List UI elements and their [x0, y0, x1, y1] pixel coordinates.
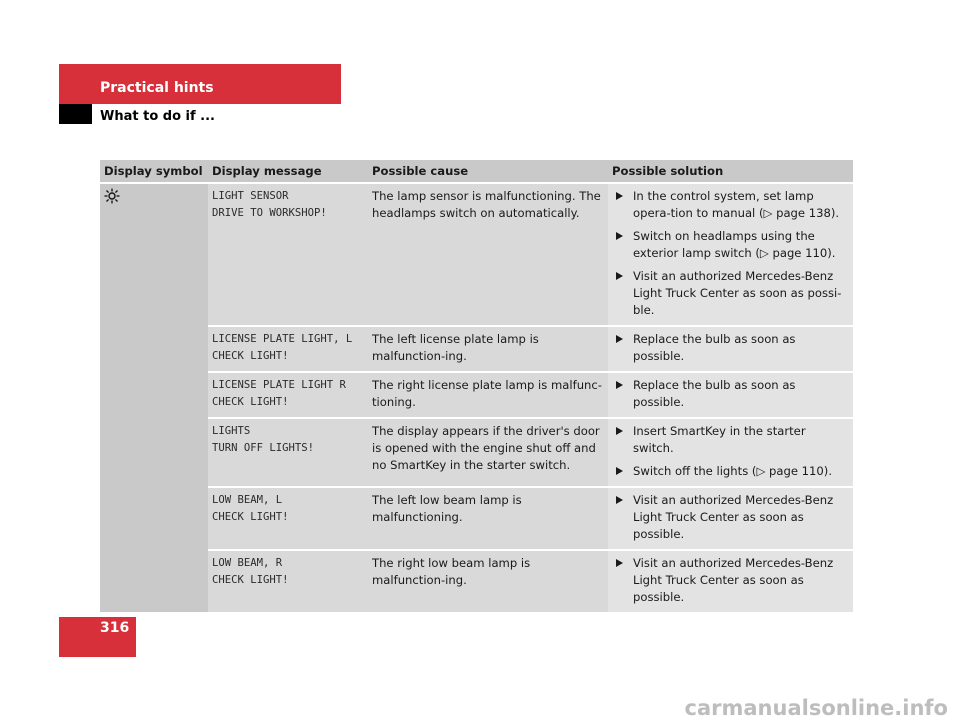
bullet-arrow-icon	[616, 272, 623, 280]
solution-item	[612, 555, 849, 606]
solution-text: In the control system, set lamp opera-tion to manual (▷ page 138).	[633, 189, 840, 220]
solution-text: Switch on headlamps using the exterior lamp switch (▷ page 110).	[633, 229, 836, 260]
solution-text: Visit an authorized Mercedes-Benz Light Truck Center as soon as possible.	[633, 493, 834, 541]
solution-item	[612, 331, 849, 365]
solution-item	[612, 268, 849, 319]
possible-cause: The right license plate lamp is malfunc-tioning.	[368, 373, 608, 417]
lamp-icon	[104, 188, 120, 204]
table-row	[208, 549, 853, 612]
solution-item	[612, 188, 849, 222]
solution-item	[612, 463, 849, 480]
table-row	[208, 417, 853, 486]
display-message-line: CHECK LIGHT!	[212, 574, 289, 586]
column-header-message: Display message	[208, 160, 368, 182]
possible-solution	[608, 551, 853, 612]
watermark: carmanualsonline.info	[684, 696, 948, 720]
bullet-arrow-icon	[616, 496, 623, 504]
solution-item	[612, 423, 849, 457]
page-number: 316	[100, 620, 130, 636]
bullet-arrow-icon	[616, 427, 623, 435]
display-message-line: LIGHTS	[212, 425, 251, 437]
table-header-row	[100, 160, 853, 182]
possible-solution	[608, 373, 853, 417]
table-row	[208, 184, 853, 325]
possible-solution	[608, 419, 853, 486]
column-header-cause: Possible cause	[368, 160, 608, 182]
header-marker	[59, 104, 92, 124]
display-message	[208, 551, 368, 612]
column-header-symbol: Display symbol	[100, 160, 208, 182]
display-message	[208, 184, 368, 325]
display-messages-table	[100, 160, 853, 612]
possible-cause: The display appears if the driver's door is opened with the engine shut off and no SmartKey in the starter switch.	[368, 419, 608, 486]
possible-cause: The left license plate lamp is malfunction-ing.	[368, 327, 608, 371]
table-row	[208, 371, 853, 417]
bullet-arrow-icon	[616, 232, 623, 240]
display-message-line: LICENSE PLATE LIGHT R	[212, 379, 346, 391]
column-header-solution: Possible solution	[608, 160, 853, 182]
solution-text: Replace the bulb as soon as possible.	[633, 378, 796, 409]
display-message-line: LICENSE PLATE LIGHT, L	[212, 333, 353, 345]
display-message-line: CHECK LIGHT!	[212, 396, 289, 408]
solution-item	[612, 492, 849, 543]
possible-solution	[608, 184, 853, 325]
solution-text: Insert SmartKey in the starter switch.	[633, 424, 806, 455]
display-message	[208, 327, 368, 371]
bullet-arrow-icon	[616, 335, 623, 343]
possible-cause: The left low beam lamp is malfunctioning.	[368, 488, 608, 549]
bullet-arrow-icon	[616, 559, 623, 567]
bullet-arrow-icon	[616, 381, 623, 389]
table-row	[208, 486, 853, 549]
display-message-line: CHECK LIGHT!	[212, 350, 289, 362]
possible-cause: The lamp sensor is malfunctioning. The headlamps switch on automatically.	[368, 184, 608, 325]
section-title: Practical hints	[100, 80, 214, 96]
display-message	[208, 373, 368, 417]
subsection-title: What to do if ...	[100, 109, 215, 124]
solution-text: Switch off the lights (▷ page 110).	[633, 464, 833, 478]
display-message-line: LOW BEAM, L	[212, 494, 283, 506]
display-symbol-cell	[100, 184, 208, 612]
solution-text: Visit an authorized Mercedes-Benz Light Truck Center as soon as possible.	[633, 556, 834, 604]
bullet-arrow-icon	[616, 467, 623, 475]
solution-text: Visit an authorized Mercedes-Benz Light Truck Center as soon as possi-ble.	[633, 269, 842, 317]
display-message	[208, 488, 368, 549]
solution-item	[612, 377, 849, 411]
display-message-line: LIGHT SENSOR	[212, 190, 289, 202]
display-message-line: TURN OFF LIGHTS!	[212, 442, 315, 454]
possible-solution	[608, 327, 853, 371]
display-message	[208, 419, 368, 486]
solution-item	[612, 228, 849, 262]
display-message-line: CHECK LIGHT!	[212, 511, 289, 523]
solution-text: Replace the bulb as soon as possible.	[633, 332, 796, 363]
table-row	[208, 325, 853, 371]
display-message-line: LOW BEAM, R	[212, 557, 283, 569]
possible-cause: The right low beam lamp is malfunction-ing.	[368, 551, 608, 612]
possible-solution	[608, 488, 853, 549]
display-message-line: DRIVE TO WORKSHOP!	[212, 207, 327, 219]
bullet-arrow-icon	[616, 192, 623, 200]
